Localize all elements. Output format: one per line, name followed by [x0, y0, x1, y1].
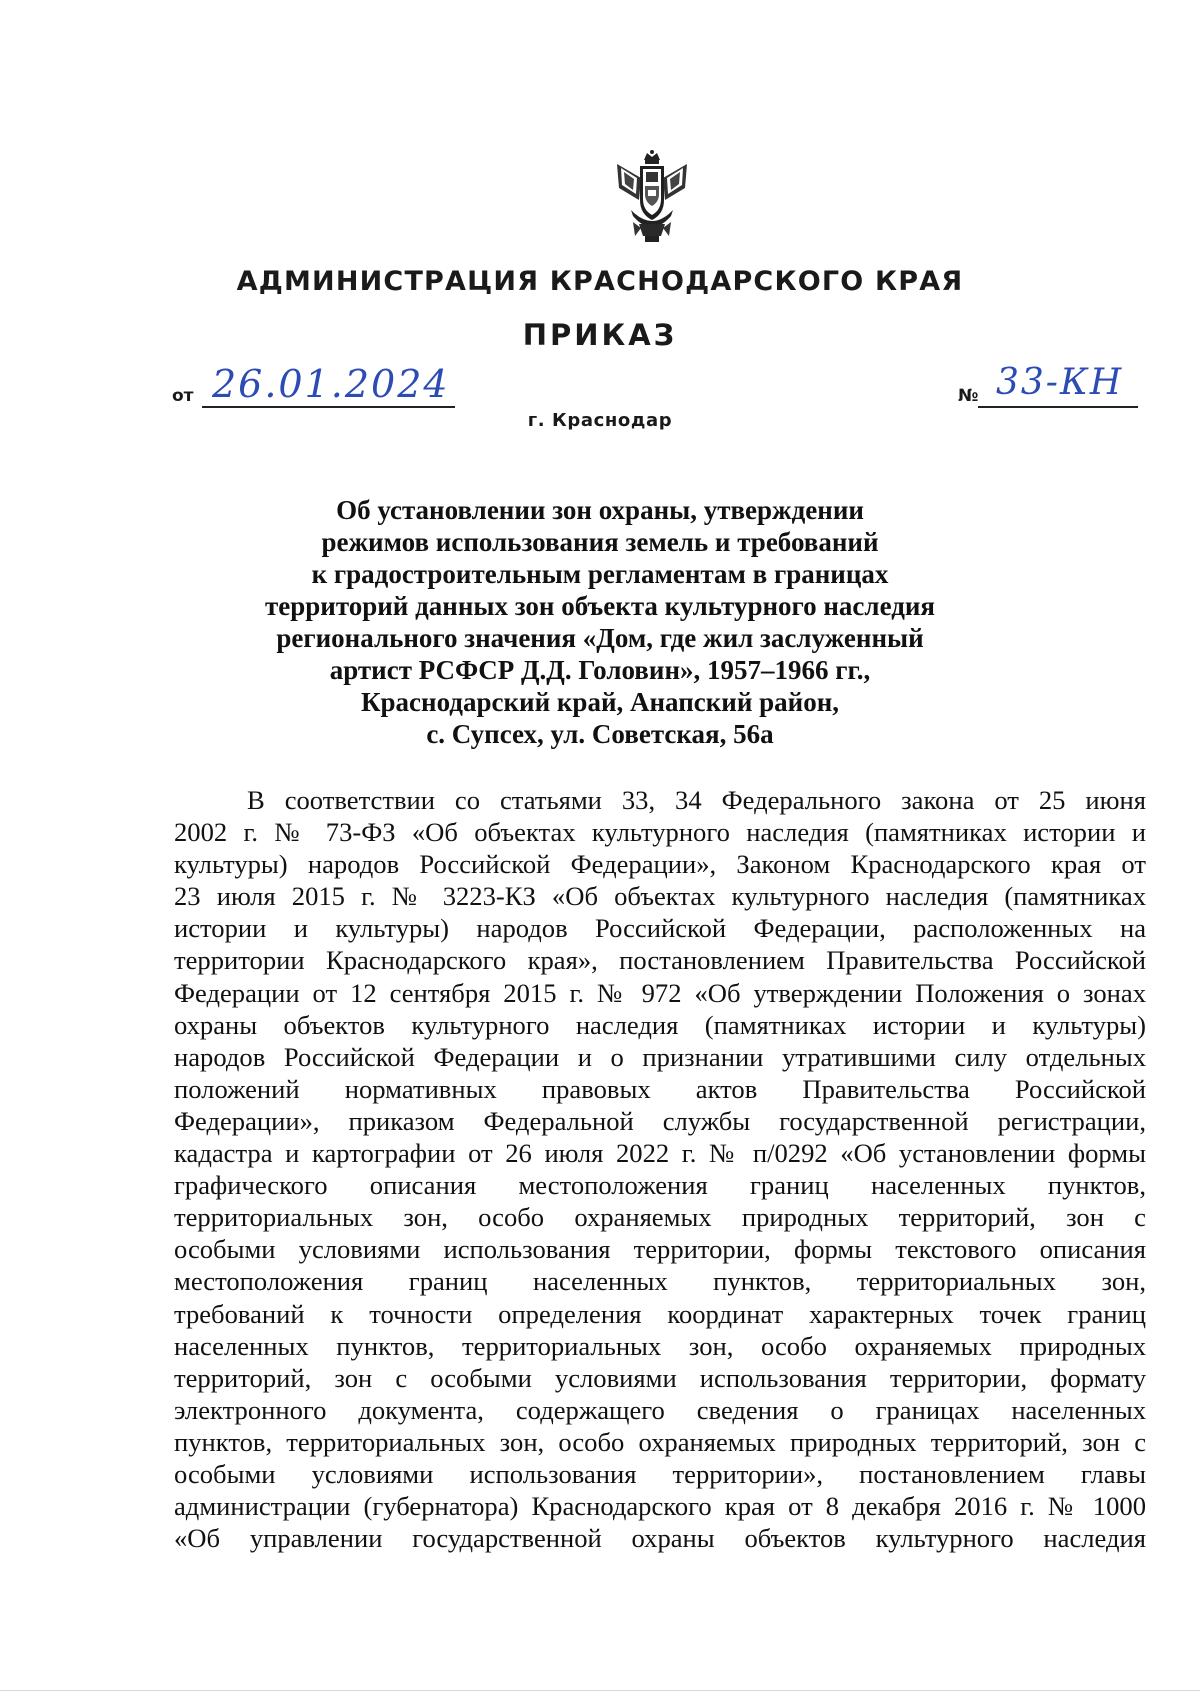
- body-line: электронного документа, содержащего сведения о границах населенных: [174, 1394, 1146, 1425]
- subject-line: артист РСФСР Д.Д. Головин», 1957–1966 гг.,: [329, 655, 871, 685]
- date-prefix: от: [172, 386, 194, 406]
- number-prefix: №: [958, 386, 979, 406]
- body-line: графического описания местоположения границ населенных пунктов,: [174, 1170, 1146, 1201]
- body-line: территорий, зон с особыми условиями использования территории, формату: [174, 1362, 1146, 1393]
- number-underline: [978, 406, 1138, 408]
- date-value-handwritten: 26.01.2024: [212, 362, 450, 406]
- body-line: территории Краснодарского края», постановлением Правительства Российской: [174, 945, 1146, 976]
- coat-of-arms-icon: [611, 150, 693, 244]
- body-line: народов Российской Федерации и о признании утратившими силу отдельных: [174, 1041, 1146, 1072]
- subject-line: режимов использования земель и требований: [321, 527, 879, 557]
- body-line: положений нормативных правовых актов Правительства Российской: [174, 1073, 1146, 1104]
- body-line: 2002 г. № 73-ФЗ «Об объектах культурного наследия (памятниках истории и: [174, 817, 1146, 848]
- page-bottom-edge: [0, 1690, 1200, 1691]
- document-type: ПРИКАЗ: [522, 318, 678, 352]
- body-line: истории и культуры) народов Российской Федерации, расположенных на: [174, 913, 1146, 944]
- body-line: населенных пунктов, территориальных зон, особо охраняемых природных: [174, 1330, 1146, 1361]
- order-subject: [250, 494, 950, 750]
- body-line: культуры) народов Российской Федерации», Законом Краснодарского края от: [174, 849, 1146, 880]
- body-line: особыми условиями использования территории», постановлением главы: [174, 1458, 1146, 1489]
- body-line: В соответствии со статьями 33, 34 Федерального закона от 25 июня: [247, 785, 1146, 815]
- body-line: Федерации от 12 сентября 2015 г. № 972 «Об утверждении Положения о зонах: [174, 977, 1146, 1008]
- date-field: [172, 364, 457, 412]
- body-line: охраны объектов культурного наследия (памятниках истории и культуры): [174, 1009, 1146, 1040]
- body-line: кадастра и картографии от 26 июля 2022 г. № п/0292 «Об установлении формы: [174, 1138, 1146, 1169]
- subject-line: с. Супсех, ул. Советская, 56а: [426, 719, 774, 749]
- body-line: Федерации», приказом Федеральной службы государственной регистрации,: [174, 1105, 1146, 1136]
- body-line: особыми условиями использования территории, формы текстового описания: [174, 1234, 1146, 1265]
- number-field: [958, 364, 1140, 412]
- body-line: администрации (губернатора) Краснодарского края от 8 декабря 2016 г. № 1000: [174, 1491, 1146, 1522]
- date-underline: [202, 406, 455, 408]
- body-line: требований к точности определения координат характерных точек границ: [174, 1298, 1146, 1329]
- subject-line: регионального значения «Дом, где жил заслуженный: [276, 623, 924, 653]
- number-value-handwritten: 33-КН: [996, 362, 1124, 403]
- body-line: «Об управлении государственной охраны объектов культурного наследия: [174, 1523, 1146, 1554]
- body-line: 23 июля 2015 г. № 3223-КЗ «Об объектах культурного наследия (памятниках: [174, 881, 1146, 912]
- subject-line: Краснодарский край, Анапский район,: [360, 687, 840, 717]
- body-line: местоположения границ населенных пунктов, территориальных зон,: [174, 1266, 1146, 1297]
- body-paragraph: [174, 784, 1146, 1554]
- subject-line: Об установлении зон охраны, утверждении: [336, 495, 864, 525]
- subject-line: территорий данных зон объекта культурного наследия: [264, 591, 936, 621]
- subject-line: к градостроительным регламентам в границах: [311, 559, 889, 589]
- body-line: пунктов, территориальных зон, особо охраняемых природных территорий, зон с: [174, 1426, 1146, 1457]
- organization-title: АДМИНИСТРАЦИЯ КРАСНОДАРСКОГО КРАЯ: [236, 266, 964, 297]
- body-line: территориальных зон, особо охраняемых природных территорий, зон с: [174, 1202, 1146, 1233]
- city-name: г. Краснодар: [527, 410, 673, 431]
